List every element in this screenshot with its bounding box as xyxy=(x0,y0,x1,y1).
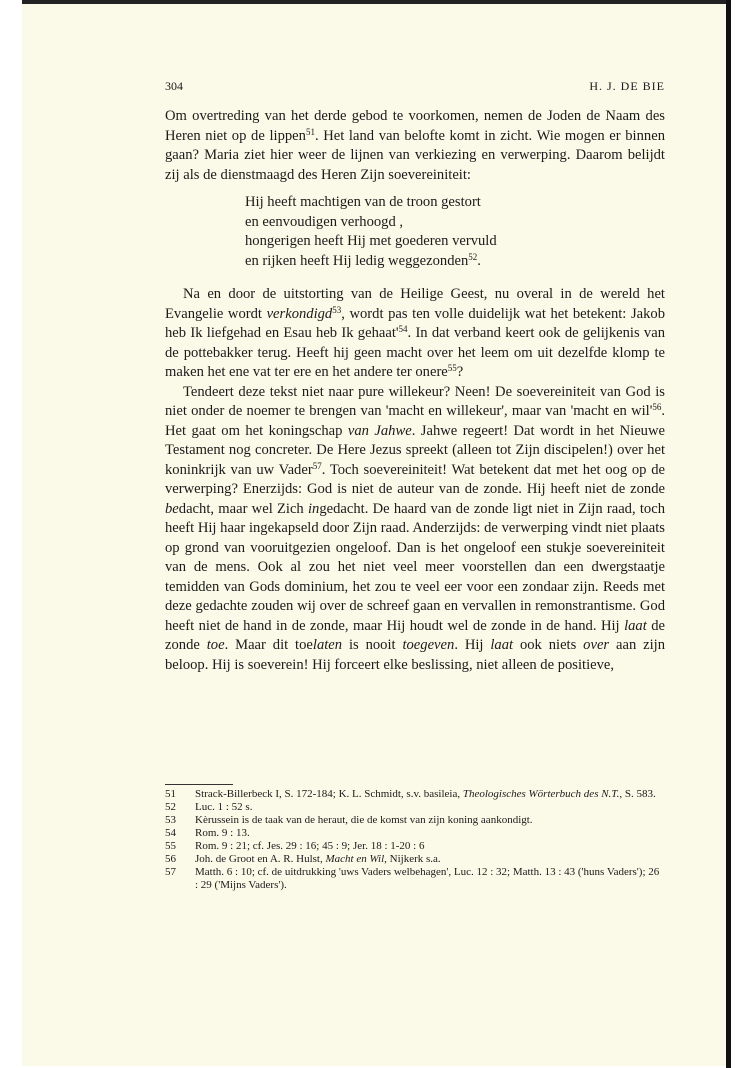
main-text xyxy=(165,107,665,675)
paragraph-1: Om overtreding van het derde gebod te voorkomen, nemen de Joden de Naam des Heren niet op de lippen$^{51}$. Het land van belofte komt in zicht. Wie mogen er binnen gaan? Maria ziet hier weer de lijnen van verkiezing en verwerping. Daarom belijdt zij als de dienstmaagd des Heren Zijn soevereiniteit: xyxy=(165,108,665,183)
footnote-rule xyxy=(165,784,233,785)
footnote-number: 54 xyxy=(165,827,176,839)
footnote-text: Strack-Billerbeck I, S. 172-184; K. L. Schmidt, s.v. basileia, Theologisches Wörterbuch des N.T., S. 583. xyxy=(195,788,656,800)
footnote-number: 51 xyxy=(165,788,176,800)
italic-text: over xyxy=(583,637,610,653)
footnote-ref[interactable]: 51 xyxy=(305,126,315,137)
footnote-ref[interactable]: 55 xyxy=(447,363,457,373)
italic-text: verkondigd xyxy=(266,305,333,322)
footnote-number: 55 xyxy=(165,840,176,852)
footnote xyxy=(165,788,665,801)
footnote-ref[interactable]: 54 xyxy=(398,324,408,334)
footnote-text: Rom. 9 : 13. xyxy=(195,827,250,839)
footnote-text: Matth. 6 : 10; cf. de uitdrukking 'uws Vaders welbehagen', Luc. 12 : 32; Matth. 13 : 43 ('huns Vaders'); 26 : 29 ('Mijns Vaders'). xyxy=(195,866,660,891)
footnote-text: Joh. de Groot en A. R. Hulst, Macht en Wil, Nijkerk s.a. xyxy=(195,853,441,865)
footnote-number: 57 xyxy=(165,866,176,878)
footnote-text: Rom. 9 : 21; cf. Jes. 29 : 16; 45 : 9; Jer. 18 : 1-20 : 6 xyxy=(195,840,425,852)
paragraph-2: Na en door de uitstorting van de Heilige Geest, nu overal in de wereld het Evangelie wordt verkondigd$^{53}$, wordt pas ten volle duidelijk wat het betekent: Jakob heb Ik liefgehad en Esau heb Ik $gehaat'^{54}$. In dat verband keert ook de gelijkenis van de pottebakker terug. Heeft hij geen macht over het leem om uit dezelfde klomp te maken het ene vat ter ere en het andere ter onere$^{55}$? xyxy=(165,286,665,380)
verse-line: Hij heeft machtigen van de troon gestort xyxy=(245,194,481,210)
footnote-ref[interactable]: 57 xyxy=(312,460,322,471)
footnote-number: 53 xyxy=(165,814,176,826)
footnotes xyxy=(165,788,665,892)
footnote xyxy=(165,866,665,892)
footnote-ref[interactable]: 52 xyxy=(468,251,478,262)
footnote xyxy=(165,853,665,866)
footnote-text: Luc. 1 : 52 s. xyxy=(195,801,253,813)
footnote-text: Kèrussein is de taak van de heraut, die de komst van zijn koning aankondigt. xyxy=(195,814,533,826)
italic-text: be xyxy=(165,500,179,517)
italic-text: toe xyxy=(206,637,225,653)
italic-text: van Jahwe xyxy=(347,422,412,439)
paragraph-3: Tendeert deze tekst niet naar pure willekeur? Neen! De soevereiniteit van God is niet onder de noemer te brengen van 'macht en willekeur', maar van 'macht en $wil'^{56}$. Het gaat om het koningschap van Jahwe. Jahwe regeert! Dat wordt in het Nieuwe Testament nog concreter. De Here Jezus spreekt (alleen tot Zijn discipelen!) over het koninkrijk van uw Vader$^{57}$. Toch soevereiniteit! Wat betekent dat met het oog op de verwerping? Enerzijds: God is niet de auteur van de zonde. Hij heeft niet de zonde bedacht, maar wel Zich ingedacht. De haard van de zonde ligt niet in Zijn raad, toch heeft Hij haar ingekapseld door Zijn raad. Anderzijds: de verwerping vindt niet plaats op grond van vooruitgezien ongeloof. Dan is het ongeloof een stukje soevereiniteit van de mens. Ook al zou het niet veel meer voorstellen dan een dwergstaatje temidden van Gods dominium, het zou te veel eer voor een zondaar zijn. Reeds met deze gedachte zouden wij over de schreef gaan en vervallen in remonstrantisme. God heeft niet de hand in de zonde, maar Hij houdt wel de zonde in de hand. Hij laat de zonde toe. Maar dit toelaten is nooit toegeven. Hij laat ook niets over aan zijn beloop. Hij is soeverein! Hij forceert elke beslissing, niet alleen de positieve, xyxy=(165,383,666,673)
italic-text: in xyxy=(307,500,320,517)
scan-edge-right xyxy=(726,0,731,1068)
verse-line: en eenvoudigen verhoogd , xyxy=(245,213,404,230)
footnote xyxy=(165,827,665,840)
footnote xyxy=(165,814,665,827)
italic-text: laat xyxy=(490,637,514,653)
italic-text: toegeven xyxy=(402,637,455,653)
italic-text: laat xyxy=(624,617,647,634)
italic-text: laten xyxy=(312,637,343,653)
magnificat-quote xyxy=(245,193,665,271)
italic-text: Macht en Wil xyxy=(325,853,385,865)
scan-edge-top xyxy=(22,0,731,4)
running-head-author: H. J. DE BIE xyxy=(589,79,665,93)
footnote-ref[interactable]: 53 xyxy=(332,304,342,315)
verse-line: en rijken heeft Hij ledig weggezonden$^{52}$. xyxy=(245,251,481,269)
footnote-number: 52 xyxy=(165,801,176,813)
footnote xyxy=(165,840,665,853)
footnote-number: 56 xyxy=(165,853,176,865)
italic-text: Theologisches Wörterbuch des N.T. xyxy=(462,788,620,800)
verse-line: hongerigen heeft Hij met goederen vervuld xyxy=(245,233,497,249)
footnote xyxy=(165,801,665,814)
footnote-ref[interactable]: 56 xyxy=(652,402,662,412)
page-number: 304 xyxy=(165,79,183,93)
